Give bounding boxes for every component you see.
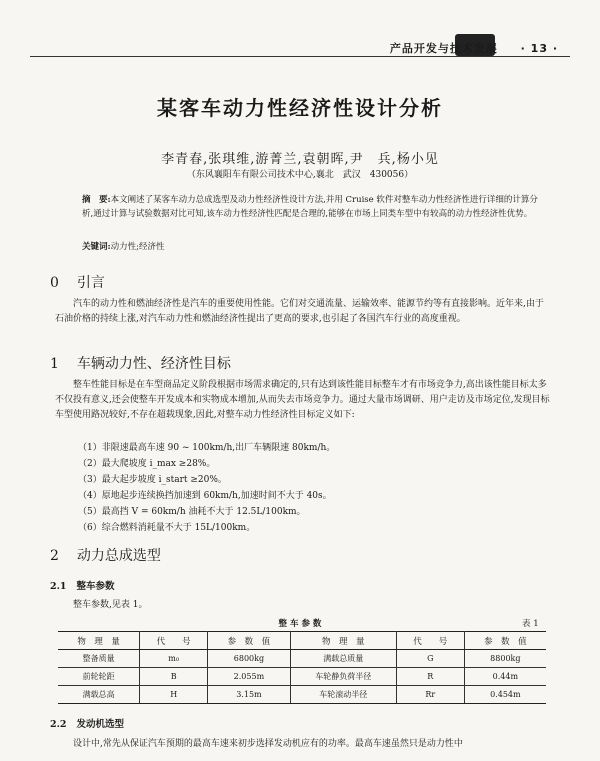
table-header-cell: 代 号 <box>396 632 464 650</box>
running-header <box>390 40 558 56</box>
target-list <box>78 440 335 536</box>
table-cell: 3.15m <box>208 686 291 704</box>
authors: 李青春,张琪维,游菁兰,袁朝晖,尹 兵,杨小见 <box>161 152 439 167</box>
abstract-label: 摘 要: <box>82 195 111 205</box>
table-header-cell: 物 理 量 <box>290 632 396 650</box>
list-item: （1）非限速最高车速 90 ~ 100km/h,出厂车辆限速 80km/h。 <box>78 443 336 453</box>
table-cell: 车轮静负荷半径 <box>290 668 396 686</box>
journal-name: 产品开发与技术发展 <box>389 42 498 55</box>
list-item: （6）综合燃料消耗量不大于 15L/100km。 <box>78 523 256 533</box>
table-header-row <box>58 632 546 650</box>
table-cell: 2.055m <box>208 668 291 686</box>
table-row <box>58 686 546 704</box>
table-header-cell: 物 理 量 <box>58 632 140 650</box>
table-cell: B <box>140 668 208 686</box>
section-1-paragraph: 整车性能目标是在车型商品定义阶段根据市场需求确定的,只有达到该性能目标整车才有市场竞争力,高出该性能目标太多不仅投有意义,还会使整车开发成本和实物成本增加,从而失去市场竞争力。通过大量市场调研、用户走访及市场定位,发现目标车型使用路况较好,不存在超载现象,因此,对整车动力性经济性目标定义如下: <box>55 380 550 420</box>
table-row <box>58 650 546 668</box>
abstract <box>82 194 542 221</box>
section-number: 2 <box>50 548 59 564</box>
table-header-cell: 参 数 值 <box>464 632 546 650</box>
table-cell: 满载总质量 <box>290 650 396 668</box>
section-2-heading <box>50 545 161 565</box>
list-item: （2）最大爬坡度 i_max ≥28%。 <box>78 459 216 469</box>
table-cell: G <box>396 650 464 668</box>
table-cell: 整备质量 <box>58 650 140 668</box>
affiliation: （东风襄阳车有限公司技术中心,襄北 武汉 430056） <box>186 170 414 180</box>
section-title: 动力总成选型 <box>76 548 161 564</box>
table-cell: 车轮滚动半径 <box>290 686 396 704</box>
section-title: 发动机选型 <box>76 719 125 730</box>
table-header-cell: 代 号 <box>140 632 208 650</box>
subsection-2-2-paragraph: 设计中,常先从保证汽车预期的最高车速来初步选择发动机应有的功率。最高车速虽然只是动力性中 <box>73 739 463 749</box>
list-item: （4）原地起步连续换挡加速到 60km/h,加速时间不大于 40s。 <box>78 491 332 501</box>
subsection-2-2-heading <box>50 716 124 730</box>
subsection-2-1-heading <box>50 578 115 592</box>
list-item: （5）最高挡 V = 60km/h 油耗不大于 12.5L/100km。 <box>78 507 306 517</box>
section-title: 整车参数 <box>76 581 115 592</box>
table-cell: 8800kg <box>464 650 546 668</box>
section-0-heading <box>50 272 105 292</box>
keywords-label: 关键词: <box>82 242 111 252</box>
table-label: 表 1 <box>522 619 539 629</box>
table-row <box>58 668 546 686</box>
abstract-text: 本文阐述了某客车动力总成选型及动力性经济性设计方法,并用 Cruise 软件对整车动力性经济性进行详细的计算分析,通过计算与试验数据对比可知,该车动力性经济性匹配是合理的,能够在市场上同类车型中有较高的动力性经济性优势。 <box>82 195 538 219</box>
table-cell: H <box>140 686 208 704</box>
table-cell: 满载总高 <box>58 686 140 704</box>
table-cell: R <box>396 668 464 686</box>
table-caption: 整 车 参 数 <box>278 619 322 629</box>
section-title: 车辆动力性、经济性目标 <box>76 356 231 372</box>
list-item: （3）最大起步坡度 i_start ≥20%。 <box>78 475 227 485</box>
table-cell: 0.44m <box>464 668 546 686</box>
table-header-cell: 参 数 值 <box>208 632 291 650</box>
section-number: 2.2 <box>50 719 67 730</box>
section-number: 2.1 <box>50 581 67 592</box>
intro-paragraph: 汽车的动力性和燃油经济性是汽车的重要使用性能。它们对交通流量、运输效率、能源节约等有直接影响。近年来,由于石油价格的持续上涨,对汽车动力性和燃油经济性提出了更高的要求,也引起了各国汽车行业的高度重视。 <box>55 299 544 324</box>
section-number: 1 <box>50 356 59 372</box>
keywords-text: 动力性;经济性 <box>110 242 165 252</box>
section-title: 引言 <box>76 275 105 291</box>
subsection-2-1-paragraph: 整车参数,见表 1。 <box>73 600 148 610</box>
table-cell: 0.454m <box>464 686 546 704</box>
table-cell: 6800kg <box>208 650 291 668</box>
keywords <box>82 240 165 252</box>
table-cell: 前轮轮距 <box>58 668 140 686</box>
section-number: 0 <box>50 275 59 291</box>
vehicle-parameter-table <box>58 631 546 704</box>
paper-title: 某客车动力性经济性设计分析 <box>157 96 443 120</box>
header-rule <box>30 56 570 57</box>
section-1-heading <box>50 353 231 373</box>
table-cell: m₀ <box>140 650 208 668</box>
table-cell: Rr <box>396 686 464 704</box>
page-number: · 13 · <box>520 42 558 55</box>
